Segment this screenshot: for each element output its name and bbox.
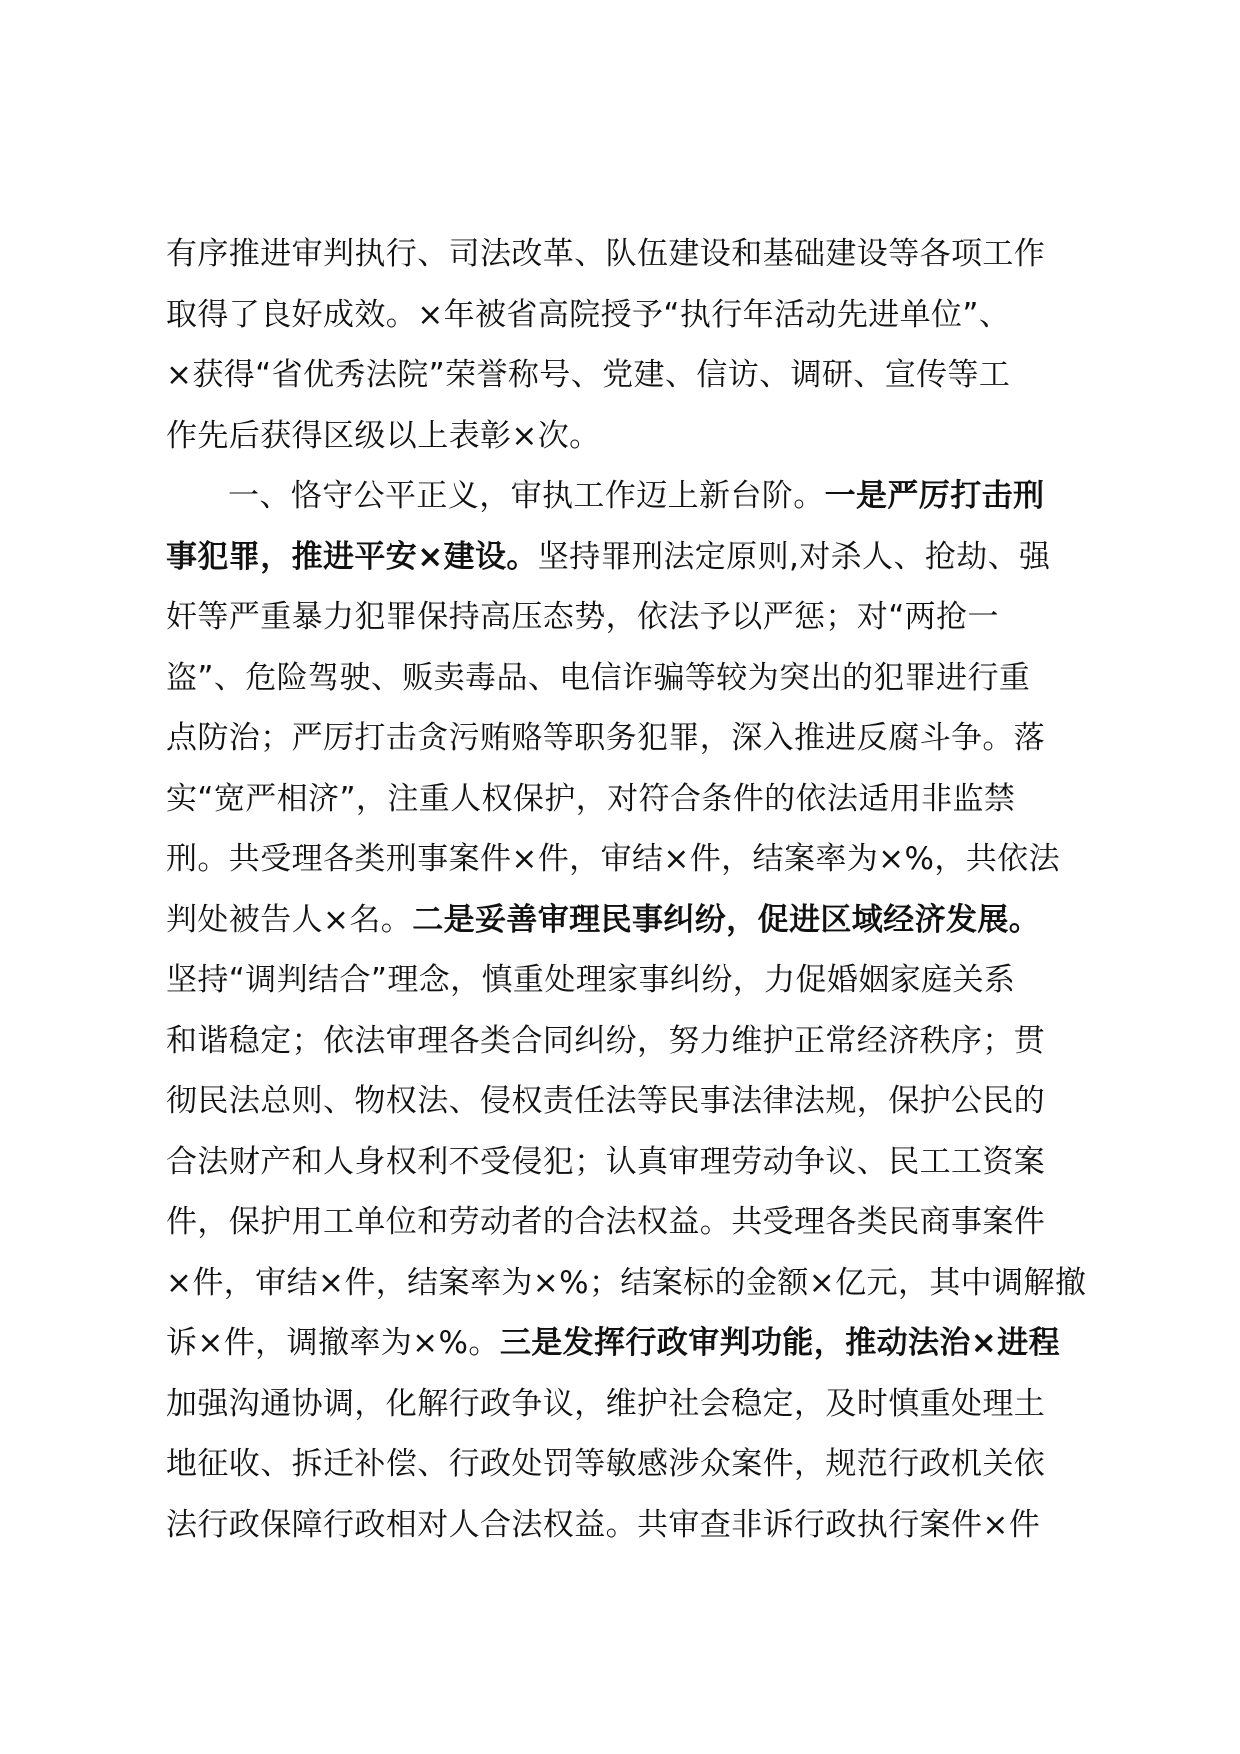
text-line: 刑。共受理各类刑事案件×件，审结×件，结案率为×%，共依法 [166,841,1060,877]
bold-subheading: 一是严厉打击刑 [824,478,1045,514]
text-line: 件，保护用工单位和劳动者的合法权益。共受理各类民商事案件 [166,1204,1046,1240]
bold-subheading: 二是妥善审理民事纠纷，促进区域经济发展。 [412,901,1041,938]
body-text [166,224,1126,1555]
text-line: 合法财产和人身权利不受侵犯；认真审理劳动争议、民工工资案 [166,1143,1046,1180]
bold-subheading: 事犯罪，推进平安×建设。 [166,538,538,575]
text-line: 事犯罪，推进平安×建设。坚持罪刑法定原则,对杀人、抢劫、强 [166,538,1051,575]
text-line: 有序推进审判执行、司法改革、队伍建设和基础建设等各项工作 [166,236,1046,272]
text-line: 法行政保障行政相对人合法权益。共审查非诉行政执行案件×件 [166,1506,1041,1543]
text-line: 作先后获得区级以上表彰×次。 [166,417,601,454]
text-line: 坚持“调判结合”理念，慎重处理家事纠纷，力促婚姻家庭关系 [166,962,1016,998]
text-line: ×件，审结×件，结案率为×%；结案标的金额×亿元，其中调解撤 [166,1264,1087,1301]
section-heading-line [166,466,1126,527]
text-line: 和谐稳定；依法审理各类合同纠纷，努力维护正常经济秩序；贯 [166,1022,1046,1059]
text-line: 取得了良好成效。×年被省高院授予“执行年活动先进单位”、 [166,296,1011,333]
text-line: 彻民法总则、物权法、侵权责任法等民事法律法规，保护公民的 [166,1083,1046,1119]
text-line: 点防治；严厉打击贪污贿赂等职务犯罪，深入推进反腐斗争。落 [166,720,1046,756]
text-line: 诉×件，调撤率为×%。三是发挥行政审判功能，推动法治×进程 [166,1325,1060,1361]
text-line: ×获得“省优秀法院”荣誉称号、党建、信访、调研、宣传等工 [166,357,1011,393]
text-line: 实“宽严相济”，注重人权保护，对符合条件的依法适用非监禁 [166,780,1016,817]
text-line: 盗”、危险驾驶、贩卖毒品、电信诈骗等较为突出的犯罪进行重 [166,659,1031,696]
text-line: 加强沟通协调，化解行政争议，维护社会稳定，及时慎重处理土 [166,1385,1046,1422]
text-line: 地征收、拆迁补偿、行政处罚等敏感涉众案件，规范行政机关依 [166,1446,1046,1482]
section-heading: 一、恪守公平正义，审执工作迈上新台阶。 [228,478,825,514]
text-line: 奸等严重暴力犯罪保持高压态势，依法予以严惩；对“两抢一 [166,599,999,635]
text-line: 判处被告人×名。二是妥善审理民事纠纷，促进区域经济发展。 [166,901,1041,938]
bold-subheading: 三是发挥行政审判功能，推动法治×进程 [499,1325,1060,1361]
